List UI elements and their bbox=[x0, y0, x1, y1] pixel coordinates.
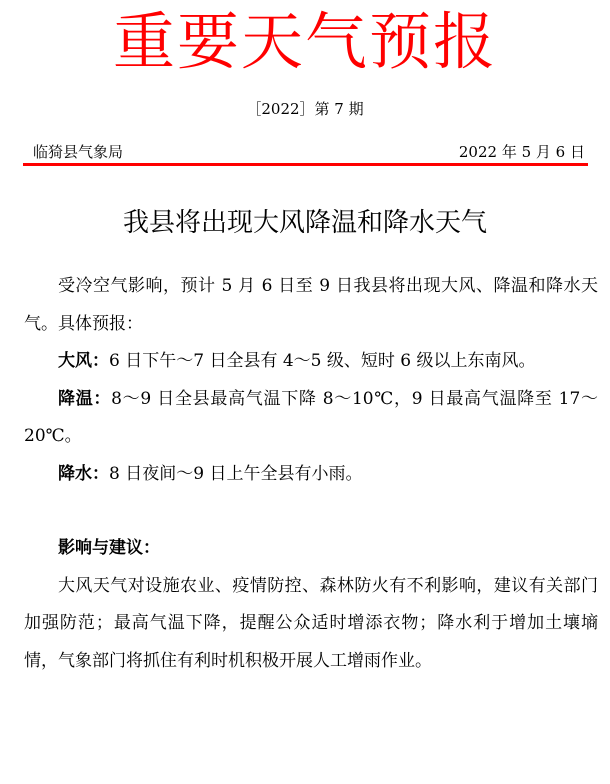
intro-paragraph: 受冷空气影响，预计 5 月 6 日至 9 日我县将出现大风、降温和降水天气。具体预报： bbox=[24, 276, 598, 334]
issuer: 临猗县气象局 bbox=[33, 143, 124, 161]
red-divider bbox=[23, 163, 588, 166]
forecast-item-cooling bbox=[24, 381, 598, 456]
issue-number: ［2022］第 7 期 bbox=[246, 100, 364, 118]
advice-heading bbox=[24, 530, 598, 568]
header-meta bbox=[33, 141, 585, 163]
document-title: 我县将出现大风降温和降水天气 bbox=[122, 208, 487, 238]
advice-paragraph: 大风天气对设施农业、疫情防控、森林防火有不利影响，建议有关部门加强防范；最高气温下降，提醒公众适时增添衣物；降水利于增加土壤墒情，气象部门将抓住有利时机积极开展人工增雨作业。 bbox=[24, 575, 598, 671]
item-text: 8～9 日全县最高气温下降 8～10℃，9 日最高气温降至 17～20℃。 bbox=[24, 388, 598, 446]
issue-date: 2022 年 5 月 6 日 bbox=[458, 143, 585, 161]
advice-heading-text: 影响与建议： bbox=[58, 538, 160, 558]
item-label: 降温： bbox=[58, 388, 112, 409]
spacer bbox=[24, 493, 598, 530]
item-label: 降水： bbox=[58, 463, 109, 484]
masthead-title: 重要天气预报 bbox=[112, 5, 497, 78]
item-text: 8 日夜间～9 日上午全县有小雨。 bbox=[109, 463, 363, 484]
forecast-item-precipitation bbox=[24, 456, 598, 494]
document-body bbox=[24, 268, 598, 680]
item-text: 6 日下午～7 日全县有 4～5 级、短时 6 级以上东南风。 bbox=[109, 351, 536, 371]
item-label: 大风： bbox=[58, 351, 109, 371]
forecast-item-wind bbox=[24, 343, 598, 381]
